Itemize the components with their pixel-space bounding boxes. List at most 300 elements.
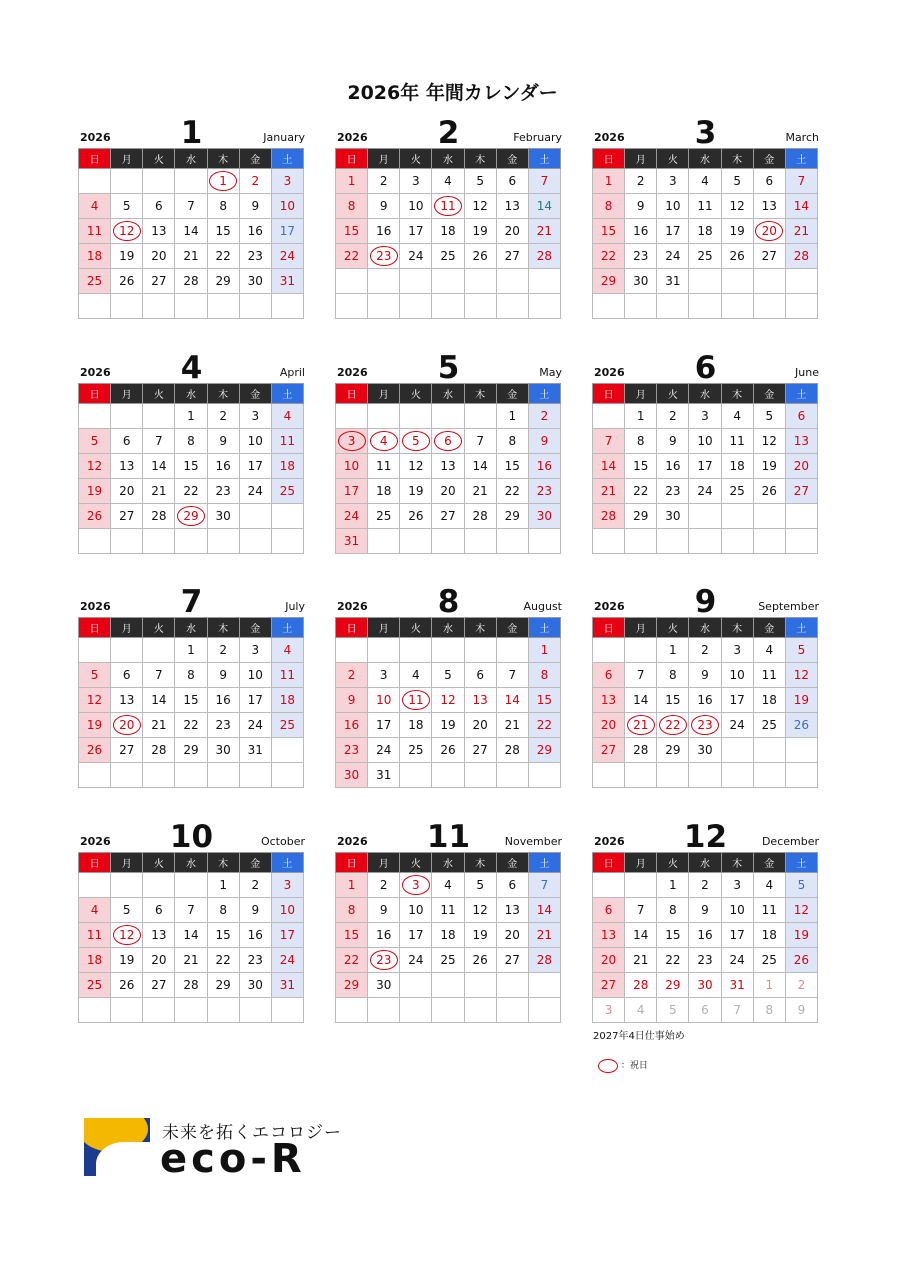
day-cell [111,923,143,948]
day-cell: 18 [753,688,785,713]
day-cell: 8 [496,429,528,454]
weekday-header: 火 [400,618,432,638]
weekday-header: 木 [464,618,496,638]
weekday-header: 月 [625,149,657,169]
day-cell [528,529,560,554]
day-cell: 15 [593,219,625,244]
work-start-note: 2027年4日仕事始め [593,1031,685,1042]
weekday-header: 土 [271,149,303,169]
day-cell: 19 [111,244,143,269]
day-cell [432,269,464,294]
day-cell: 22 [593,244,625,269]
day-cell [593,873,625,898]
day-cell: 12 [79,454,111,479]
day-cell: 22 [336,948,368,973]
weekday-header: 火 [657,618,689,638]
day-cell [368,948,400,973]
day-cell: 3 [721,638,753,663]
day-cell: 1 [175,638,207,663]
day-cell: 14 [143,454,175,479]
day-cell: 5 [111,194,143,219]
day-cell: 24 [721,713,753,738]
day-cell: 16 [207,688,239,713]
day-cell: 20 [593,713,625,738]
day-cell: 27 [143,973,175,998]
weekday-header: 日 [593,149,625,169]
day-cell [593,763,625,788]
weekday-header: 金 [753,853,785,873]
day-cell: 29 [496,504,528,529]
weekday-header: 水 [432,384,464,404]
day-cell [496,638,528,663]
day-cell: 16 [368,923,400,948]
day-cell: 14 [785,194,817,219]
holiday-day: 23 [691,715,719,735]
day-cell: 21 [593,479,625,504]
day-cell [432,529,464,554]
day-cell: 6 [689,998,721,1023]
day-cell: 27 [496,948,528,973]
day-cell: 25 [79,973,111,998]
weekday-header: 木 [207,149,239,169]
day-cell [143,763,175,788]
day-cell: 2 [625,169,657,194]
day-cell [79,294,111,319]
weekday-header: 土 [528,384,560,404]
day-cell: 25 [400,738,432,763]
weekday-header: 水 [175,853,207,873]
day-cell: 2 [689,873,721,898]
day-cell: 30 [239,973,271,998]
day-cell [657,763,689,788]
day-cell [368,429,400,454]
day-cell: 25 [271,713,303,738]
day-cell [625,529,657,554]
day-cell: 17 [336,479,368,504]
day-cell: 2 [657,404,689,429]
day-cell: 21 [175,948,207,973]
day-cell: 12 [785,663,817,688]
weekday-header: 月 [111,853,143,873]
day-cell: 24 [336,504,368,529]
day-cell: 21 [785,219,817,244]
day-cell [79,638,111,663]
weekday-header: 水 [175,618,207,638]
day-cell [721,529,753,554]
day-cell: 21 [625,948,657,973]
day-cell: 18 [432,923,464,948]
day-cell [368,998,400,1023]
day-cell: 2 [368,169,400,194]
day-cell: 16 [239,923,271,948]
weekday-header: 木 [207,853,239,873]
day-cell: 13 [785,429,817,454]
day-cell [400,763,432,788]
day-cell: 4 [400,663,432,688]
day-cell [79,404,111,429]
day-cell: 2 [239,873,271,898]
day-cell: 24 [239,713,271,738]
weekday-header: 火 [657,149,689,169]
day-cell: 28 [625,738,657,763]
day-cell: 9 [689,898,721,923]
day-cell: 31 [271,269,303,294]
day-cell [753,529,785,554]
day-cell: 25 [368,504,400,529]
day-cell [111,529,143,554]
day-cell: 13 [143,219,175,244]
day-cell: 17 [400,923,432,948]
weekday-header: 金 [239,149,271,169]
day-cell: 7 [625,898,657,923]
day-cell [528,998,560,1023]
day-cell [79,998,111,1023]
day-cell: 16 [689,923,721,948]
month-february [335,114,562,319]
day-cell [496,294,528,319]
weekday-header: 土 [785,618,817,638]
day-cell [464,998,496,1023]
day-cell: 8 [657,663,689,688]
month-number: 2 [437,115,460,151]
day-cell: 11 [368,454,400,479]
weekday-header: 月 [368,618,400,638]
day-cell: 4 [271,404,303,429]
day-cell: 7 [528,873,560,898]
weekday-header: 土 [271,618,303,638]
day-cell: 23 [239,948,271,973]
day-cell [593,404,625,429]
day-cell [496,529,528,554]
day-cell [528,973,560,998]
day-cell: 13 [593,923,625,948]
day-cell: 27 [432,504,464,529]
holiday-day: 3 [338,431,366,451]
day-cell: 5 [111,898,143,923]
day-cell: 15 [175,688,207,713]
day-cell: 6 [111,429,143,454]
day-cell: 9 [528,429,560,454]
day-cell: 6 [785,404,817,429]
day-cell [657,294,689,319]
day-cell [239,504,271,529]
day-cell: 26 [111,973,143,998]
month-table [78,852,304,1023]
day-cell: 16 [239,219,271,244]
day-cell: 24 [689,479,721,504]
day-cell: 1 [528,638,560,663]
day-cell: 8 [207,194,239,219]
day-cell: 8 [336,898,368,923]
day-cell: 9 [625,194,657,219]
month-name: May [539,366,562,379]
weekday-header: 日 [336,384,368,404]
month-table [592,852,818,1023]
day-cell: 31 [239,738,271,763]
holiday-day: 23 [370,950,398,970]
day-cell: 6 [496,169,528,194]
month-year: 2026 [594,366,625,379]
day-cell [111,763,143,788]
day-cell: 14 [464,454,496,479]
month-year: 2026 [80,131,111,144]
day-cell [753,504,785,529]
day-cell: 15 [657,688,689,713]
day-cell [368,269,400,294]
day-cell: 2 [239,169,271,194]
month-name: February [513,131,562,144]
day-cell [400,269,432,294]
month-table [592,383,818,554]
day-cell [400,873,432,898]
month-year: 2026 [80,600,111,613]
day-cell: 19 [721,219,753,244]
day-cell: 24 [400,948,432,973]
day-cell [785,738,817,763]
day-cell: 23 [657,479,689,504]
day-cell [175,873,207,898]
weekday-header: 日 [593,618,625,638]
month-table [335,617,561,788]
day-cell: 12 [464,194,496,219]
day-cell [625,763,657,788]
weekday-header: 土 [785,149,817,169]
day-cell [111,713,143,738]
day-cell: 28 [593,504,625,529]
day-cell: 30 [239,269,271,294]
day-cell: 22 [207,948,239,973]
day-cell [464,973,496,998]
holiday-day: 5 [402,431,430,451]
day-cell: 9 [207,663,239,688]
weekday-header: 土 [528,618,560,638]
day-cell: 29 [657,973,689,998]
day-cell: 14 [175,219,207,244]
day-cell: 20 [785,454,817,479]
day-cell: 18 [400,713,432,738]
day-cell: 25 [432,948,464,973]
day-cell: 7 [528,169,560,194]
weekday-header: 火 [143,149,175,169]
day-cell: 2 [528,404,560,429]
day-cell: 17 [271,923,303,948]
day-cell: 10 [239,663,271,688]
day-cell [464,529,496,554]
day-cell [368,529,400,554]
day-cell: 13 [753,194,785,219]
day-cell [464,763,496,788]
day-cell: 26 [464,948,496,973]
day-cell: 19 [400,479,432,504]
day-cell: 12 [464,898,496,923]
day-cell: 15 [336,219,368,244]
day-cell [175,529,207,554]
weekday-header: 月 [625,384,657,404]
month-table [592,617,818,788]
day-cell: 18 [79,244,111,269]
day-cell: 25 [753,948,785,973]
day-cell: 17 [271,219,303,244]
month-table [335,383,561,554]
weekday-header: 火 [143,384,175,404]
day-cell: 24 [271,244,303,269]
weekday-header: 木 [207,384,239,404]
day-cell: 11 [753,663,785,688]
day-cell: 20 [496,219,528,244]
day-cell: 14 [175,923,207,948]
day-cell [496,973,528,998]
day-cell: 10 [271,898,303,923]
day-cell [207,763,239,788]
day-cell [721,763,753,788]
weekday-header: 木 [464,384,496,404]
day-cell: 22 [175,713,207,738]
weekday-header: 金 [239,618,271,638]
day-cell [785,504,817,529]
day-cell: 24 [368,738,400,763]
day-cell [753,294,785,319]
day-cell: 16 [689,688,721,713]
day-cell: 1 [207,873,239,898]
day-cell: 27 [593,738,625,763]
day-cell: 19 [79,479,111,504]
day-cell: 7 [496,663,528,688]
weekday-header: 金 [753,384,785,404]
month-year: 2026 [80,835,111,848]
day-cell [432,294,464,319]
logo-mark-icon [84,1118,150,1176]
day-cell [368,294,400,319]
day-cell [400,429,432,454]
day-cell: 22 [207,244,239,269]
month-number: 12 [683,819,728,855]
day-cell: 12 [400,454,432,479]
holiday-day: 21 [627,715,655,735]
day-cell [239,763,271,788]
day-cell: 28 [625,973,657,998]
day-cell: 9 [336,688,368,713]
day-cell: 13 [593,688,625,713]
holiday-day: 29 [177,506,205,526]
day-cell: 9 [239,194,271,219]
day-cell: 28 [528,244,560,269]
day-cell: 14 [528,898,560,923]
day-cell: 13 [143,923,175,948]
day-cell: 9 [368,898,400,923]
day-cell: 26 [753,479,785,504]
weekday-header: 火 [400,384,432,404]
day-cell: 11 [689,194,721,219]
day-cell [432,404,464,429]
month-name: September [758,600,819,613]
day-cell: 7 [175,898,207,923]
day-cell: 17 [239,688,271,713]
day-cell: 11 [79,219,111,244]
day-cell: 29 [175,738,207,763]
day-cell: 22 [657,948,689,973]
day-cell: 15 [625,454,657,479]
day-cell: 6 [464,663,496,688]
weekday-header: 月 [625,618,657,638]
day-cell [721,294,753,319]
day-cell [593,638,625,663]
weekday-header: 日 [79,149,111,169]
day-cell: 18 [368,479,400,504]
day-cell [689,763,721,788]
day-cell [271,294,303,319]
day-cell [432,429,464,454]
day-cell: 5 [657,998,689,1023]
day-cell: 8 [593,194,625,219]
day-cell [111,873,143,898]
month-number: 9 [694,584,717,620]
day-cell [432,638,464,663]
day-cell [175,998,207,1023]
weekday-header: 日 [336,853,368,873]
holiday-day: 20 [113,715,141,735]
day-cell: 8 [657,898,689,923]
day-cell: 14 [528,194,560,219]
month-table [335,852,561,1023]
logo-tagline: 未来を拓くエコロジー [162,1123,342,1143]
day-cell: 3 [271,169,303,194]
weekday-header: 日 [79,853,111,873]
day-cell: 17 [689,454,721,479]
month-name: October [260,835,305,848]
month-number: 3 [694,115,717,151]
holiday-day: 20 [755,221,783,241]
holiday-day: 3 [402,875,430,895]
day-cell: 8 [175,663,207,688]
day-cell [432,973,464,998]
day-cell [593,294,625,319]
weekday-header: 土 [528,853,560,873]
day-cell: 10 [689,429,721,454]
day-cell: 23 [528,479,560,504]
day-cell: 10 [400,898,432,923]
day-cell [464,404,496,429]
day-cell: 29 [336,973,368,998]
weekday-header: 土 [785,384,817,404]
holiday-legend [598,1058,648,1073]
month-name: August [523,600,562,613]
day-cell: 27 [593,973,625,998]
day-cell [79,529,111,554]
day-cell: 8 [336,194,368,219]
day-cell [368,244,400,269]
day-cell [239,529,271,554]
day-cell [593,529,625,554]
day-cell: 4 [432,169,464,194]
day-cell: 7 [625,663,657,688]
day-cell: 5 [464,873,496,898]
day-cell: 31 [336,529,368,554]
day-cell: 23 [689,948,721,973]
day-cell: 7 [593,429,625,454]
day-cell: 27 [753,244,785,269]
weekday-header: 火 [657,853,689,873]
day-cell [400,998,432,1023]
day-cell: 6 [753,169,785,194]
day-cell [175,294,207,319]
day-cell: 21 [464,479,496,504]
day-cell [111,404,143,429]
day-cell: 24 [721,948,753,973]
day-cell: 4 [721,404,753,429]
day-cell: 1 [175,404,207,429]
day-cell: 10 [239,429,271,454]
month-table [78,617,304,788]
